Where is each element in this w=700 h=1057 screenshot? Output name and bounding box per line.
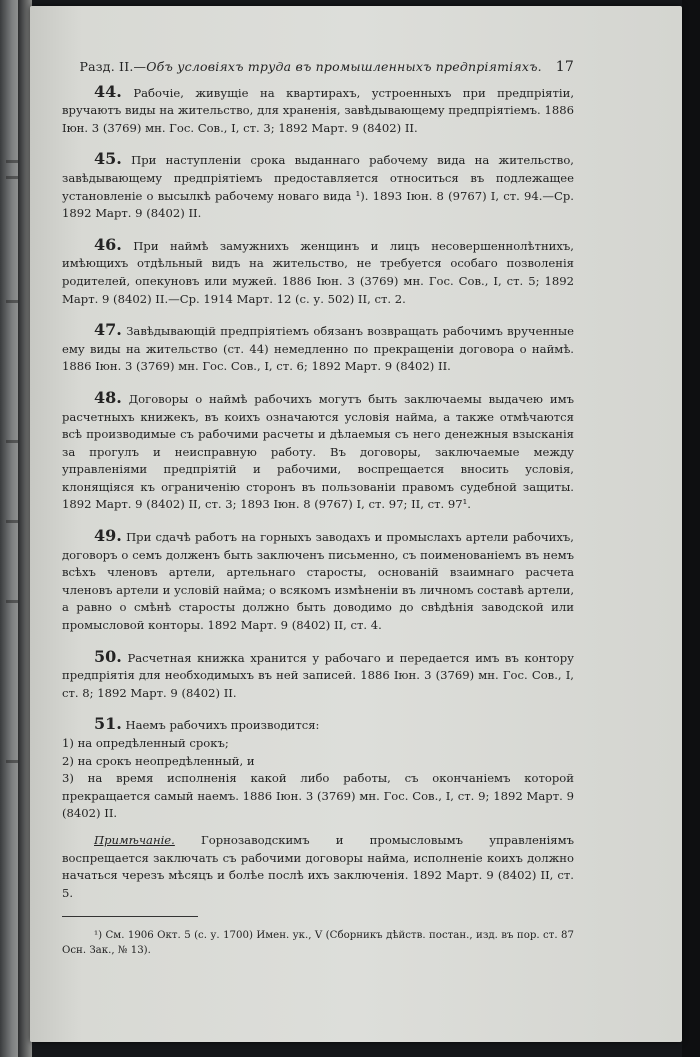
- footnote: ¹) См. 1906 Окт. 5 (с. у. 1700) Имен. ук., V (Сборникъ дѣйств. постан., изд. въ пор. ст. 87 Осн. Зак., № 13).: [62, 929, 574, 956]
- list-item: 3) на время исполненія какой либо работы, съ окончаніемъ которой прекращается самый наемъ. 1886 Іюн. 3 (3769) мн. Гос. Сов., I, ст. 9; 1892 Март. 9 (8402) II.: [62, 771, 574, 821]
- article-number: 44.: [94, 81, 122, 101]
- background-edge: [682, 0, 700, 1057]
- header-section: Разд. II.—: [79, 59, 147, 74]
- article-text: Рабочіе, живущіе на квартирахъ, устроенныхъ при предпріятіи, вручаютъ виды на жительство, для храненія, завѣдывающему предпріятіемъ. 1886 Іюн. 3 (3769) мн. Гос. Сов., I, ст. 3; 1892 Март. 9 (8402) II.: [62, 85, 575, 135]
- article-45: [62, 150, 574, 222]
- article-number: 46.: [94, 234, 122, 254]
- list-item: 2) на срокъ неопредѣленный, и: [62, 753, 255, 768]
- header-title: Объ условіяхъ труда въ промышленныхъ предпріятіяхъ.: [146, 59, 542, 74]
- article-50: [62, 648, 574, 703]
- article-number: 48.: [94, 387, 122, 407]
- note: [62, 832, 574, 902]
- article-47: [62, 321, 574, 376]
- article-intro: Наемъ рабочихъ производится:: [125, 718, 320, 733]
- article-46: [62, 236, 574, 308]
- page-number: 17: [555, 59, 574, 75]
- article-number: 49.: [94, 526, 122, 546]
- article-text: При сдачѣ работъ на горныхъ заводахъ и промыслахъ артели рабочихъ, договоръ о семъ долженъ быть заключенъ письменно, съ поименованіемъ въ немъ всѣхъ членовъ артели, артельнаго старосты, основаній взаимнаго расчета членовъ артели и условій найма; о всякомъ измѣненіи въ личномъ составѣ артели, а равно о смѣнѣ старосты должно быть доводимо до свѣдѣнія заводской или промысловой конторы. 1892 Март. 9 (8402) II, ст. 4.: [62, 530, 574, 633]
- note-label: Примѣчаніе.: [94, 832, 175, 847]
- article-text: Договоры о наймѣ рабочихъ могутъ быть заключаемы выдачею имъ расчетныхъ книжекъ, въ коихъ означаются условія найма, а также отмѣчаются всѣ производимые съ рабочими расчеты и дѣлаемыя съ него денежныя взысканія за прогулъ и неисправную работу. Въ договоры, заключаемые между управленіями предпріятій и рабочими, воспрещается вносить условія, клонящіяся къ ограниченію сторонъ въ пользованіи правомъ судебной защиты. 1892 Март. 9 (8402) II, ст. 3; 1893 Іюн. 8 (9767) I, ст. 97; II, ст. 97¹.: [62, 391, 575, 512]
- running-header: [62, 58, 574, 77]
- article-number: 45.: [94, 149, 122, 169]
- article-text: Расчетная книжка хранится у рабочаго и передается имъ въ контору предпріятія для необходимыхъ въ ней записей. 1886 Іюн. 3 (3769) мн. Гос. Сов., I, ст. 8; 1892 Март. 9 (8402) II.: [62, 650, 574, 700]
- article-44: [62, 83, 574, 138]
- article-number: 47.: [94, 320, 122, 340]
- article-number: 51.: [94, 714, 122, 734]
- list-item: 1) на опредѣленный срокъ;: [62, 736, 229, 750]
- article-text: Завѣдывающій предпріятіемъ обязанъ возвращать рабочимъ врученные ему виды на жительство (ст. 44) немедленно по прекращеніи договора о наймѣ. 1886 Іюн. 3 (3769) мн. Гос. Сов., I, ст. 6; 1892 Март. 9 (8402) II.: [62, 324, 574, 374]
- page-text: [62, 58, 574, 968]
- article-48: [62, 389, 574, 514]
- note-text: Горнозаводскимъ и промысловымъ управленіямъ воспрещается заключать съ рабочими договоры найма, исполненіе коихъ должно начаться черезъ мѣсяцъ и болѣе послѣ ихъ заключенія. 1892 Март. 9 (8402) II, ст. 5.: [62, 832, 574, 900]
- article-number: 50.: [94, 646, 122, 666]
- footnote-rule: [62, 916, 198, 917]
- article-text: При наступленіи срока выданнаго рабочему вида на жительство, завѣдывающему предпріятіемъ предоставляется относиться въ подлежащее установленіе о высылкѣ рабочему новаго вида ¹). 1893 Іюн. 8 (9767) I, ст. 94.—Ср. 1892 Март. 9 (8402) II.: [62, 153, 574, 221]
- article-51: [62, 715, 574, 823]
- article-49: [62, 527, 574, 635]
- article-text: При наймѣ замужнихъ женщинъ и лицъ несовершеннолѣтнихъ, имѣющихъ отдѣльный видъ на жительство, не требуется особаго позволенія родителей, опекуновъ или мужей. 1886 Іюн. 3 (3769) мн. Гос. Сов., I, ст. 5; 1892 Март. 9 (8402) II.—Ср. 1914 Март. 12 (с. у. 502) II, ст. 2.: [62, 238, 574, 306]
